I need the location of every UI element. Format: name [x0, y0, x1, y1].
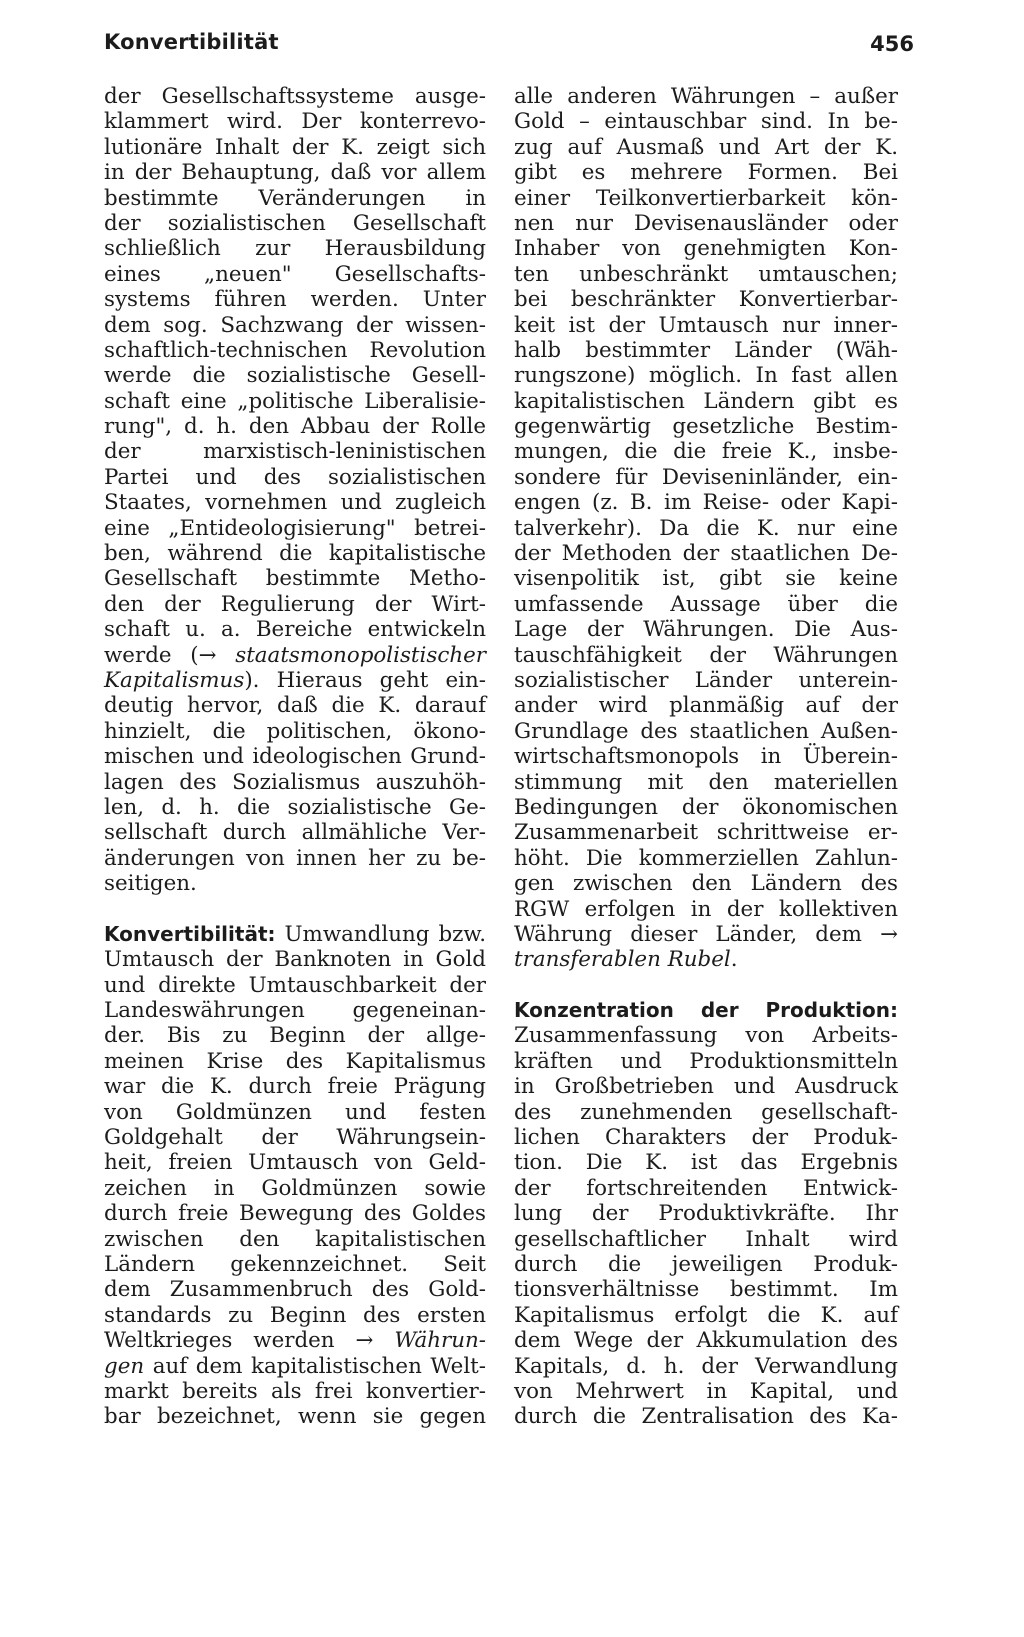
text-line: Währung dieser Länder, dem → [514, 921, 898, 947]
text-line: und direkte Umtauschbarkeit der [104, 972, 486, 998]
text-line: höht. Die kommerziellen Zahlun- [514, 845, 898, 871]
text-line: eine „Entideologisierung" betrei- [104, 515, 486, 541]
text-line: war die K. durch freie Prägung [104, 1074, 486, 1100]
text-line: zug auf Ausmaß und Art der K. [514, 134, 898, 160]
text-line: kapitalistischen Ländern gibt es [514, 388, 898, 414]
text-line: markt bereits als frei konvertier- [104, 1378, 486, 1404]
text-line: Bedingungen der ökonomischen [514, 794, 898, 820]
text-line: alle anderen Währungen – außer [514, 84, 898, 109]
right-column [514, 84, 898, 1430]
text-line [104, 668, 486, 693]
text-line: ben, während die kapitalistische [104, 541, 486, 567]
text-line: sozialistischer Länder unterein- [514, 667, 898, 693]
text-line: umfassende Aussage über die [514, 591, 898, 617]
text-line: den der Regulierung der Wirt- [104, 591, 486, 617]
text-line: zwischen den kapitalistischen [104, 1226, 486, 1252]
text-line: durch die Zentralisation des Ka- [514, 1404, 898, 1430]
text-line [104, 1354, 486, 1379]
text-line: Zusammenfassung von Arbeits- [514, 1023, 898, 1049]
entry-konvertibilitaet [104, 922, 486, 1430]
text-run: Weltkrieges werden → [104, 1328, 395, 1354]
page-number: 456 [870, 32, 914, 56]
text-line: bei beschränkter Konvertierbar- [514, 287, 898, 313]
text-line: nen nur Devisenausländer oder [514, 210, 898, 236]
text-run: ). Hieraus geht ein- [244, 667, 486, 693]
text-line: kräften und Produktionsmitteln [514, 1048, 898, 1074]
text-line: keit ist der Umtausch nur inner- [514, 312, 898, 338]
cross-reference-link[interactable]: Währun- [394, 1328, 486, 1354]
text-line: Lage der Währungen. Die Aus- [514, 617, 898, 643]
text-line: tauschfähigkeit der Währungen [514, 642, 898, 668]
running-head: Konvertibilität [104, 30, 279, 54]
text-line: von Goldmünzen und festen [104, 1099, 486, 1125]
cross-reference-link[interactable]: Kapitalismus [104, 667, 245, 693]
text-line: gesellschaftlicher Inhalt wird [514, 1226, 898, 1252]
text-line: Partei und des sozialistischen [104, 464, 486, 490]
text-line: hinzielt, die politischen, ökono- [104, 718, 486, 744]
text-run: auf dem kapitalistischen Welt- [144, 1353, 486, 1379]
text-line: heit, freien Umtausch von Geld- [104, 1150, 486, 1176]
text-line: meinen Krise des Kapitalismus [104, 1048, 486, 1074]
text-line: Zusammenarbeit schrittweise er- [514, 820, 898, 846]
text-line: bestimmte Veränderungen in [104, 185, 486, 211]
text-line: Umtausch der Banknoten in Gold [104, 947, 486, 973]
text-line: ander wird planmäßig auf der [514, 693, 898, 719]
text-line: talverkehr). Da die K. nur eine [514, 515, 898, 541]
text-line: mischen und ideologischen Grund- [104, 744, 486, 770]
text-line: tionsverhältnisse bestimmt. Im [514, 1277, 898, 1303]
text-line: des zunehmenden gesellschaft- [514, 1099, 898, 1125]
text-line: der marxistisch-leninistischen [104, 439, 486, 465]
text-line: Inhaber von genehmigten Kon- [514, 236, 898, 262]
text-line: in Großbetrieben und Ausdruck [514, 1074, 898, 1100]
text-line: systems führen werden. Unter [104, 287, 486, 313]
text-line: gen zwischen den Ländern des [514, 871, 898, 897]
text-line: tion. Die K. ist das Ergebnis [514, 1150, 898, 1176]
cross-reference-link[interactable]: staatsmonopolistischer [235, 642, 486, 668]
text-run: werde (→ [104, 642, 236, 668]
text-line: Kapitals, d. h. der Verwandlung [514, 1353, 898, 1379]
entry-headword: Konzentration der Produktion: [514, 998, 898, 1023]
text-line: wirtschaftsmonopols in Überein- [514, 744, 898, 770]
text-line: standards zu Beginn des ersten [104, 1302, 486, 1328]
text-line: eines „neuen" Gesellschafts- [104, 261, 486, 287]
text-line: dem sog. Sachzwang der wissen- [104, 312, 486, 338]
text-line: klammert wird. Der konterrevo- [104, 109, 486, 135]
text-line: dem Zusammenbruch des Gold- [104, 1277, 486, 1303]
text-line [514, 998, 898, 1023]
text-line: seitigen. [104, 871, 197, 897]
text-line: ten unbeschränkt umtauschen; [514, 261, 898, 287]
text-line: der sozialistischen Gesellschaft [104, 210, 486, 236]
text-line [104, 922, 486, 947]
paragraph-left-continuation [104, 84, 486, 897]
text-line: dem Wege der Akkumulation des [514, 1328, 898, 1354]
text-line [514, 947, 898, 972]
text-line: schaftlich-technischen Revolution [104, 337, 486, 363]
text-line: der Methoden der staatlichen De- [514, 541, 898, 567]
text-line [104, 1328, 486, 1353]
text-line: Ländern gekennzeichnet. Seit [104, 1251, 486, 1277]
text-line: durch die jeweiligen Produk- [514, 1251, 898, 1277]
text-line: von Mehrwert in Kapital, und [514, 1378, 898, 1404]
text-line: lichen Charakters der Produk- [514, 1125, 898, 1151]
text-line: engen (z. B. im Reise- oder Kapi- [514, 490, 898, 516]
text-line: der. Bis zu Beginn der allge- [104, 1023, 486, 1049]
text-line: Kapitalismus erfolgt die K. auf [514, 1302, 898, 1328]
text-line: werde die sozialistische Gesell- [104, 363, 486, 389]
text-line: sellschaft durch allmähliche Ver- [104, 820, 486, 846]
text-line: rungszone) möglich. In fast allen [514, 363, 898, 389]
text-line: Landeswährungen gegeneinan- [104, 998, 486, 1024]
text-line: änderungen von innen her zu be- [104, 845, 486, 871]
text-line: Grundlage des staatlichen Außen- [514, 718, 898, 744]
text-line: len, d. h. die sozialistische Ge- [104, 794, 486, 820]
entry-headword: Konvertibilität: [104, 921, 276, 946]
text-line: der fortschreitenden Entwick- [514, 1175, 898, 1201]
text-line: einer Teilkonvertierbarkeit kön- [514, 185, 898, 211]
text-line: schaft u. a. Bereiche entwickeln [104, 617, 486, 643]
text-line: gegenwärtig gesetzliche Bestim- [514, 414, 898, 440]
text-line: rung", d. h. den Abbau der Rolle [104, 414, 486, 440]
text-line: Gesellschaft bestimmte Metho- [104, 566, 486, 592]
text-line: der Gesellschaftssysteme ausge- [104, 84, 486, 109]
text-line: deutig hervor, daß die K. darauf [104, 693, 486, 719]
paragraph-gap [514, 973, 898, 998]
text-line: sondere für Deviseninländer, ein- [514, 464, 898, 490]
text-line: lagen des Sozialismus auszuhöh- [104, 769, 486, 795]
entry-konvertibilitaet-continued [514, 84, 898, 973]
cross-reference-link[interactable]: transferablen Rubel [514, 947, 731, 973]
text-line: mungen, die die freie K., insbe- [514, 439, 898, 465]
paragraph-gap [104, 897, 486, 922]
text-line: halb bestimmter Länder (Wäh- [514, 337, 898, 363]
text-run: Umwandlung bzw. [275, 921, 486, 947]
text-line: schließlich zur Herausbildung [104, 236, 486, 262]
text-line: Staates, vornehmen und zugleich [104, 490, 486, 516]
cross-reference-link[interactable]: gen [104, 1353, 145, 1379]
text-run: . [730, 947, 738, 973]
text-line: stimmung mit den materiellen [514, 769, 898, 795]
text-line: lung der Produktivkräfte. Ihr [514, 1201, 898, 1227]
text-line: schaft eine „politische Liberalisie- [104, 388, 486, 414]
text-line [104, 643, 486, 668]
text-line: in der Behauptung, daß vor allem [104, 160, 486, 186]
text-line: Goldgehalt der Währungsein- [104, 1125, 486, 1151]
left-column [104, 84, 486, 1430]
text-line: zeichen in Goldmünzen sowie [104, 1175, 486, 1201]
text-line: gibt es mehrere Formen. Bei [514, 160, 898, 186]
text-line: Gold – eintauschbar sind. In be- [514, 109, 898, 135]
text-line: RGW erfolgen in der kollektiven [514, 896, 898, 922]
entry-konzentration-der-produktion [514, 998, 898, 1430]
text-line: durch freie Bewegung des Goldes [104, 1201, 486, 1227]
text-line: visenpolitik ist, gibt sie keine [514, 566, 898, 592]
text-line: bar bezeichnet, wenn sie gegen [104, 1404, 486, 1430]
text-line: lutionäre Inhalt der K. zeigt sich [104, 134, 486, 160]
